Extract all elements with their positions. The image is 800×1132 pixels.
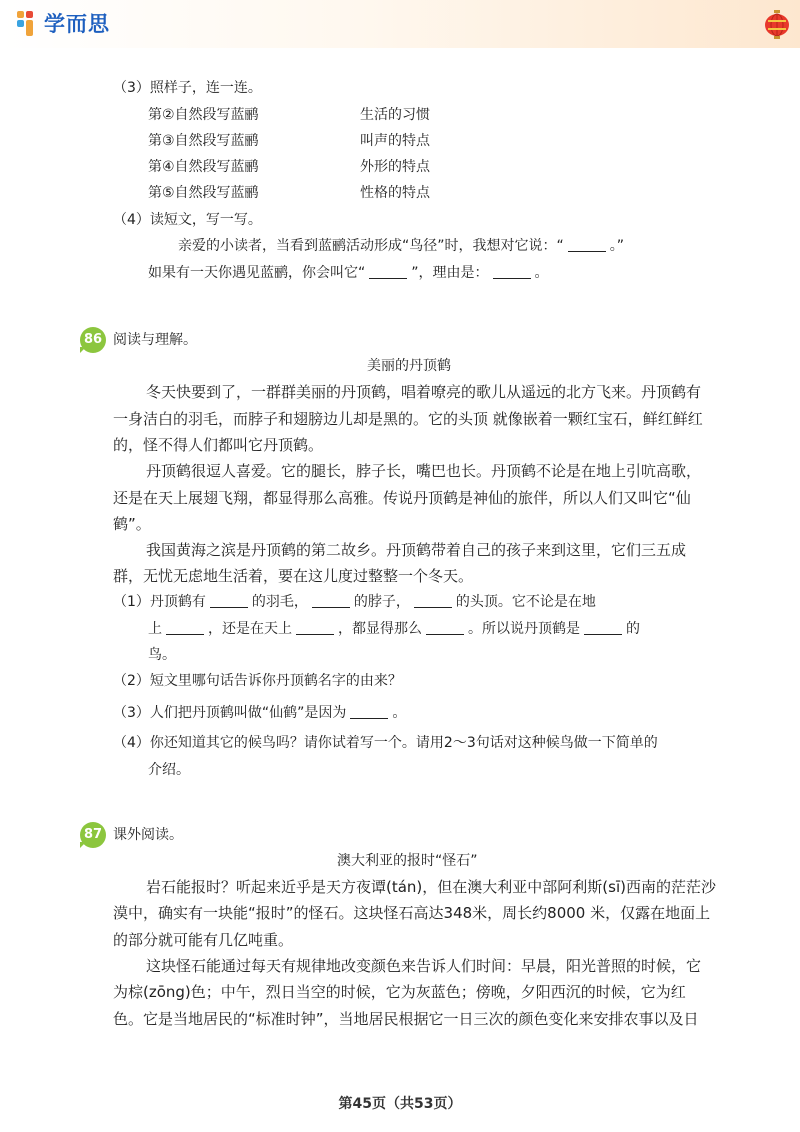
q87-p1-line1: 岩石能报时？听起来近乎是天方夜谭(tán)，但在澳大利亚中部阿利斯(sī)西南的茫茫沙 <box>146 878 716 896</box>
q86-q2: （2）短文里哪句话告诉你丹顶鹤名字的由来？ <box>113 673 402 689</box>
match-right-2: 叫声的特点 <box>360 133 430 149</box>
match-left-2: 第③自然段写蓝鹂 <box>148 133 259 149</box>
q87-p1-line2: 漠中，确实有一块能“报时”的怪石。这块怪石高达348米，周长约8000 米，仅露在地面上 <box>113 904 711 922</box>
answer-blank[interactable] <box>210 594 248 608</box>
answer-blank[interactable] <box>414 594 452 608</box>
q86-q3: （3）人们把丹顶鹤叫做“仙鹤”是因为 。 <box>113 705 407 721</box>
badge-tail <box>80 842 86 848</box>
match-right-1: 生活的习惯 <box>360 107 430 123</box>
match-right-4: 性格的特点 <box>360 185 430 201</box>
q86-p3-line1: 我国黄海之滨是丹顶鹤的第二故乡。丹顶鹤带着自己的孩子来到这里，它们三五成 <box>146 541 687 559</box>
answer-blank[interactable] <box>584 621 622 635</box>
logo-mark-icon <box>16 10 42 36</box>
q87-p2-line2: 为棕(zōng)色；中午，烈日当空的时候，它为灰蓝色；傍晚，夕阳西沉的时候，它为红 <box>113 983 686 1001</box>
answer-blank[interactable] <box>312 594 350 608</box>
q86-p1-line1: 冬天快要到了，一群群美丽的丹顶鹤，唱着嘹亮的歌儿从遥远的北方飞来。丹顶鹤有 <box>146 383 702 401</box>
badge-tail <box>80 347 86 353</box>
s3-title: （3）照样子，连一连。 <box>113 80 262 96</box>
q86-heading: 阅读与理解。 <box>113 332 197 348</box>
page-header <box>0 0 800 48</box>
q86-q1-line2: 上 ，还是在天上 ，都显得那么 。所以说丹顶鹤是 的 <box>148 621 640 637</box>
answer-blank[interactable] <box>493 265 531 279</box>
q87-article-title: 澳大利亚的报时“怪石” <box>337 853 478 869</box>
s4-line2: 如果有一天你遇见蓝鹂，你会叫它“ ”，理由是： 。 <box>148 265 549 281</box>
q86-p2-line2: 还是在天上展翅飞翔，都显得那么高雅。传说丹顶鹤是神仙的旅伴，所以人们又叫它“仙 <box>113 489 691 507</box>
q86-article-title: 美丽的丹顶鹤 <box>367 358 451 374</box>
lantern-icon <box>764 10 790 40</box>
answer-blank[interactable] <box>426 621 464 635</box>
logo-text: 学而思 <box>44 12 110 36</box>
q87-p2-line1: 这块怪石能通过每天有规律地改变颜色来告诉人们时间：早晨，阳光普照的时候，它 <box>146 957 702 975</box>
s4-line1: 亲爱的小读者，当看到蓝鹂活动形成“鸟径”时，我想对它说：“ 。” <box>178 238 625 254</box>
q86-p2-line1: 丹顶鹤很逗人喜爱。它的腿长，脖子长，嘴巴也长。丹顶鹤不论是在地上引吭高歌， <box>146 462 702 480</box>
match-left-4: 第⑤自然段写蓝鹂 <box>148 185 259 201</box>
q86-q1-line3: 鸟。 <box>148 647 176 663</box>
answer-blank[interactable] <box>166 621 204 635</box>
page-number: 第45页（共53页） <box>338 1096 462 1112</box>
answer-blank[interactable] <box>350 705 388 719</box>
question-number-badge: 87 <box>80 822 106 848</box>
match-right-3: 外形的特点 <box>360 159 430 175</box>
q86-q1-line1: （1）丹顶鹤有 的羽毛， 的脖子， 的头顶。它不论是在地 <box>113 594 596 610</box>
s4-title: （4）读短文，写一写。 <box>113 212 262 228</box>
q86-p2-line3: 鹤”。 <box>113 515 151 533</box>
answer-blank[interactable] <box>296 621 334 635</box>
question-number-badge: 86 <box>80 327 106 353</box>
match-left-1: 第②自然段写蓝鹂 <box>148 107 259 123</box>
q86-q4-line2: 介绍。 <box>148 762 190 778</box>
q87-p1-line3: 的部分就可能有几亿吨重。 <box>113 931 294 949</box>
brand-logo <box>16 8 110 38</box>
q87-heading: 课外阅读。 <box>113 827 183 843</box>
q86-p3-line2: 群，无忧无虑地生活着，要在这儿度过整整一个冬天。 <box>113 567 474 585</box>
q86-p1-line2: 一身洁白的羽毛，而脖子和翅膀边儿却是黑的。它的头顶 就像嵌着一颗红宝石，鲜红鲜红 <box>113 410 703 428</box>
q86-p1-line3: 的，怪不得人们都叫它丹顶鹤。 <box>113 436 324 454</box>
q87-p2-line3: 色。它是当地居民的“标准时钟”，当地居民根据它一日三次的颜色变化来安排农事以及日 <box>113 1010 699 1028</box>
answer-blank[interactable] <box>568 238 606 252</box>
q86-q4-line1: （4）你还知道其它的候鸟吗？请你试着写一个。请用2～3句话对这种候鸟做一下简单的 <box>113 735 658 751</box>
match-left-3: 第④自然段写蓝鹂 <box>148 159 259 175</box>
answer-blank[interactable] <box>369 265 407 279</box>
